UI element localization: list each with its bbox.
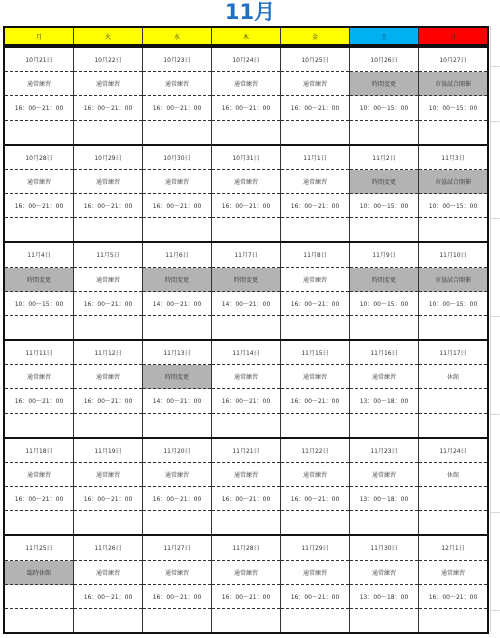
day-time: 16：00～21：00 <box>212 194 280 218</box>
day-note <box>212 609 280 632</box>
day-status: 通常練習 <box>281 72 349 96</box>
day-date: 10月25日 <box>281 48 349 72</box>
day-time: 16：00～21：00 <box>74 292 142 316</box>
day-time: 16：00～21：00 <box>143 194 211 218</box>
day-time: 10：00～15：00 <box>350 194 418 218</box>
day-cell <box>143 48 212 144</box>
day-time: 10：00～15：00 <box>419 96 487 120</box>
day-time <box>419 487 487 511</box>
day-date: 11月11日 <box>5 341 73 365</box>
weekday-header-cell: 木 <box>212 28 281 44</box>
day-note <box>350 316 418 339</box>
day-date: 11月7日 <box>212 243 280 267</box>
day-date: 10月30日 <box>143 146 211 170</box>
calendar-grid <box>3 46 489 634</box>
day-time: 16：00～21：00 <box>281 487 349 511</box>
day-time: 16：00～21：00 <box>5 487 73 511</box>
day-status: 臨時休館 <box>5 561 73 585</box>
day-note <box>212 316 280 339</box>
sheet-gridline <box>490 218 500 219</box>
sheet-gridline <box>490 66 500 67</box>
day-time: 16：00～21：00 <box>143 585 211 609</box>
day-cell <box>5 341 74 437</box>
day-cell <box>5 243 74 339</box>
day-note <box>212 511 280 534</box>
day-date: 10月27日 <box>419 48 487 72</box>
day-date: 11月1日 <box>281 146 349 170</box>
day-date: 10月29日 <box>74 146 142 170</box>
weekday-header-cell: 金 <box>281 28 350 44</box>
day-note <box>5 511 73 534</box>
day-status: 通常練習 <box>74 365 142 389</box>
day-status: 通常練習 <box>143 170 211 194</box>
day-cell <box>5 536 74 632</box>
weekday-header-row <box>3 26 489 46</box>
day-date: 11月28日 <box>212 536 280 560</box>
day-note <box>5 316 73 339</box>
day-date: 11月23日 <box>350 439 418 463</box>
day-note <box>5 218 73 241</box>
week-row <box>5 439 487 537</box>
day-note <box>281 316 349 339</box>
day-time: 16：00～21：00 <box>143 96 211 120</box>
day-time: 16：00～21：00 <box>5 96 73 120</box>
day-note <box>281 121 349 144</box>
day-cell <box>143 146 212 242</box>
day-note <box>419 121 487 144</box>
day-status: 通常練習 <box>281 268 349 292</box>
day-cell <box>143 341 212 437</box>
day-date: 11月29日 <box>281 536 349 560</box>
day-cell <box>419 146 487 242</box>
day-date: 11月3日 <box>419 146 487 170</box>
weekday-header-cell: 火 <box>74 28 143 44</box>
day-note <box>74 511 142 534</box>
day-date: 11月30日 <box>350 536 418 560</box>
sheet-gridline <box>490 610 500 611</box>
day-time: 10：00～15：00 <box>350 292 418 316</box>
day-note <box>281 609 349 632</box>
day-cell <box>350 439 419 535</box>
weekday-header-cell: 土 <box>350 28 419 44</box>
day-date: 11月26日 <box>74 536 142 560</box>
day-date: 11月10日 <box>419 243 487 267</box>
day-time: 16：00～21：00 <box>419 585 487 609</box>
day-note <box>74 414 142 437</box>
day-status: 通常練習 <box>212 72 280 96</box>
day-status: 市協試合開催 <box>419 72 487 96</box>
day-time: 10：00～15：00 <box>5 292 73 316</box>
week-row <box>5 243 487 341</box>
day-status: 時間変更 <box>350 268 418 292</box>
day-date: 11月24日 <box>419 439 487 463</box>
day-status: 通常練習 <box>5 170 73 194</box>
day-note <box>5 414 73 437</box>
day-cell <box>74 439 143 535</box>
day-status: 通常練習 <box>281 365 349 389</box>
day-note <box>74 121 142 144</box>
day-status: 通常練習 <box>350 463 418 487</box>
day-note <box>143 121 211 144</box>
day-cell <box>419 536 487 632</box>
day-date: 11月2日 <box>350 146 418 170</box>
day-status: 通常練習 <box>419 561 487 585</box>
day-status: 休館 <box>419 463 487 487</box>
day-time: 16：00～21：00 <box>212 585 280 609</box>
day-cell <box>212 536 281 632</box>
day-status: 市協試合開催 <box>419 170 487 194</box>
day-cell <box>74 146 143 242</box>
day-cell <box>419 439 487 535</box>
day-date: 11月27日 <box>143 536 211 560</box>
sheet-gridline <box>490 121 500 122</box>
day-status: 通常練習 <box>212 463 280 487</box>
week-row <box>5 146 487 244</box>
day-time: 16：00～21：00 <box>74 487 142 511</box>
day-note <box>5 121 73 144</box>
sheet-gridline <box>490 26 491 632</box>
day-status: 通常練習 <box>212 561 280 585</box>
day-date: 10月26日 <box>350 48 418 72</box>
day-cell <box>281 146 350 242</box>
day-date: 11月17日 <box>419 341 487 365</box>
day-status: 通常練習 <box>74 463 142 487</box>
day-date: 12月1日 <box>419 536 487 560</box>
day-cell <box>350 536 419 632</box>
day-status: 通常練習 <box>212 365 280 389</box>
day-date: 11月9日 <box>350 243 418 267</box>
day-status: 通常練習 <box>143 72 211 96</box>
day-date: 10月22日 <box>74 48 142 72</box>
day-status: 通常練習 <box>5 365 73 389</box>
day-date: 10月28日 <box>5 146 73 170</box>
day-time: 16：00～21：00 <box>281 292 349 316</box>
day-time: 13：00～18：00 <box>350 487 418 511</box>
day-date: 11月16日 <box>350 341 418 365</box>
day-date: 11月22日 <box>281 439 349 463</box>
day-time: 16：00～21：00 <box>281 585 349 609</box>
weekday-header-cell: 水 <box>143 28 212 44</box>
day-date: 11月5日 <box>74 243 142 267</box>
day-note <box>419 609 487 632</box>
day-cell <box>5 48 74 144</box>
day-date: 10月24日 <box>212 48 280 72</box>
day-cell <box>350 146 419 242</box>
day-date: 11月19日 <box>74 439 142 463</box>
day-status: 通常練習 <box>5 463 73 487</box>
day-cell <box>281 48 350 144</box>
day-note <box>281 414 349 437</box>
day-cell <box>5 146 74 242</box>
day-note <box>143 316 211 339</box>
week-row <box>5 48 487 146</box>
day-cell <box>143 536 212 632</box>
day-note <box>350 414 418 437</box>
day-time <box>419 389 487 413</box>
day-date: 11月13日 <box>143 341 211 365</box>
day-status: 通常練習 <box>281 170 349 194</box>
day-cell <box>74 536 143 632</box>
day-time: 16：00～21：00 <box>74 194 142 218</box>
day-time: 16：00～21：00 <box>5 389 73 413</box>
day-note <box>419 316 487 339</box>
day-cell <box>212 243 281 339</box>
day-status: 通常練習 <box>74 561 142 585</box>
day-status: 時間変更 <box>143 268 211 292</box>
day-cell <box>350 243 419 339</box>
day-date: 11月4日 <box>5 243 73 267</box>
day-cell <box>212 48 281 144</box>
day-cell <box>74 243 143 339</box>
day-cell <box>143 243 212 339</box>
day-status: 通常練習 <box>74 72 142 96</box>
day-cell <box>350 341 419 437</box>
day-date: 11月12日 <box>74 341 142 365</box>
day-time: 13：00～18：00 <box>350 585 418 609</box>
day-note <box>350 511 418 534</box>
day-time: 16：00～21：00 <box>281 194 349 218</box>
day-time: 14：00～21：00 <box>212 292 280 316</box>
day-time: 10：00～15：00 <box>350 96 418 120</box>
day-status: 時間変更 <box>143 365 211 389</box>
week-row <box>5 536 487 632</box>
sheet-gridline <box>490 414 500 415</box>
day-cell <box>350 48 419 144</box>
day-time: 14：00～21：00 <box>143 389 211 413</box>
day-note <box>350 609 418 632</box>
day-status: 時間変更 <box>350 170 418 194</box>
day-cell <box>281 341 350 437</box>
day-time: 16：00～21：00 <box>74 389 142 413</box>
day-cell <box>212 439 281 535</box>
day-date: 10月21日 <box>5 48 73 72</box>
day-cell <box>212 341 281 437</box>
day-time: 14：00～21：00 <box>143 292 211 316</box>
day-note <box>212 121 280 144</box>
day-cell <box>74 341 143 437</box>
day-note <box>74 218 142 241</box>
day-note <box>350 218 418 241</box>
day-date: 11月20日 <box>143 439 211 463</box>
day-note <box>419 414 487 437</box>
day-note <box>350 121 418 144</box>
month-title: 11月 <box>224 0 276 24</box>
day-cell <box>74 48 143 144</box>
day-cell <box>419 48 487 144</box>
day-status: 通常練習 <box>212 170 280 194</box>
day-note <box>143 609 211 632</box>
day-status: 通常練習 <box>74 268 142 292</box>
day-note <box>143 511 211 534</box>
day-status: 通常練習 <box>281 561 349 585</box>
day-date: 11月8日 <box>281 243 349 267</box>
day-date: 11月14日 <box>212 341 280 365</box>
day-cell <box>419 243 487 339</box>
day-time: 16：00～21：00 <box>5 194 73 218</box>
day-note <box>281 511 349 534</box>
sheet-gridline <box>490 512 500 513</box>
day-cell <box>281 243 350 339</box>
day-cell <box>5 439 74 535</box>
day-time: 16：00～21：00 <box>143 487 211 511</box>
day-date: 11月6日 <box>143 243 211 267</box>
day-note <box>74 609 142 632</box>
weekday-header-cell: 日 <box>419 28 487 44</box>
day-status: 通常練習 <box>5 72 73 96</box>
day-status: 時間変更 <box>212 268 280 292</box>
day-time: 16：00～21：00 <box>74 96 142 120</box>
day-time: 16：00～21：00 <box>281 389 349 413</box>
day-status: 休館 <box>419 365 487 389</box>
day-date: 11月21日 <box>212 439 280 463</box>
day-note <box>5 609 73 632</box>
day-date: 11月25日 <box>5 536 73 560</box>
day-time: 16：00～21：00 <box>212 389 280 413</box>
day-time: 16：00～21：00 <box>212 96 280 120</box>
day-note <box>281 218 349 241</box>
day-date: 11月15日 <box>281 341 349 365</box>
day-status: 通常練習 <box>281 463 349 487</box>
weekday-header-cell: 月 <box>5 28 74 44</box>
day-note <box>212 218 280 241</box>
day-date: 10月31日 <box>212 146 280 170</box>
day-status: 通常練習 <box>143 561 211 585</box>
day-time: 16：00～21：00 <box>212 487 280 511</box>
sheet-gridline <box>490 316 500 317</box>
day-cell <box>212 146 281 242</box>
day-note <box>74 316 142 339</box>
day-note <box>143 218 211 241</box>
day-time: 16：00～21：00 <box>281 96 349 120</box>
day-status: 通常練習 <box>143 463 211 487</box>
day-time: 10：00～15：00 <box>419 292 487 316</box>
day-status: 時間変更 <box>5 268 73 292</box>
day-note <box>419 218 487 241</box>
day-time: 16：00～21：00 <box>74 585 142 609</box>
day-date: 10月23日 <box>143 48 211 72</box>
day-status: 市協試合開催 <box>419 268 487 292</box>
week-row <box>5 341 487 439</box>
day-note <box>143 414 211 437</box>
day-cell <box>281 536 350 632</box>
day-cell <box>419 341 487 437</box>
day-time: 13：00～18：00 <box>350 389 418 413</box>
day-status: 通常練習 <box>350 561 418 585</box>
day-status: 通常練習 <box>74 170 142 194</box>
day-date: 11月18日 <box>5 439 73 463</box>
day-note <box>212 414 280 437</box>
day-status: 通常練習 <box>350 365 418 389</box>
day-time: 10：00～15：00 <box>419 194 487 218</box>
day-cell <box>143 439 212 535</box>
day-time <box>5 585 73 609</box>
day-status: 時間変更 <box>350 72 418 96</box>
day-note <box>419 511 487 534</box>
day-cell <box>281 439 350 535</box>
